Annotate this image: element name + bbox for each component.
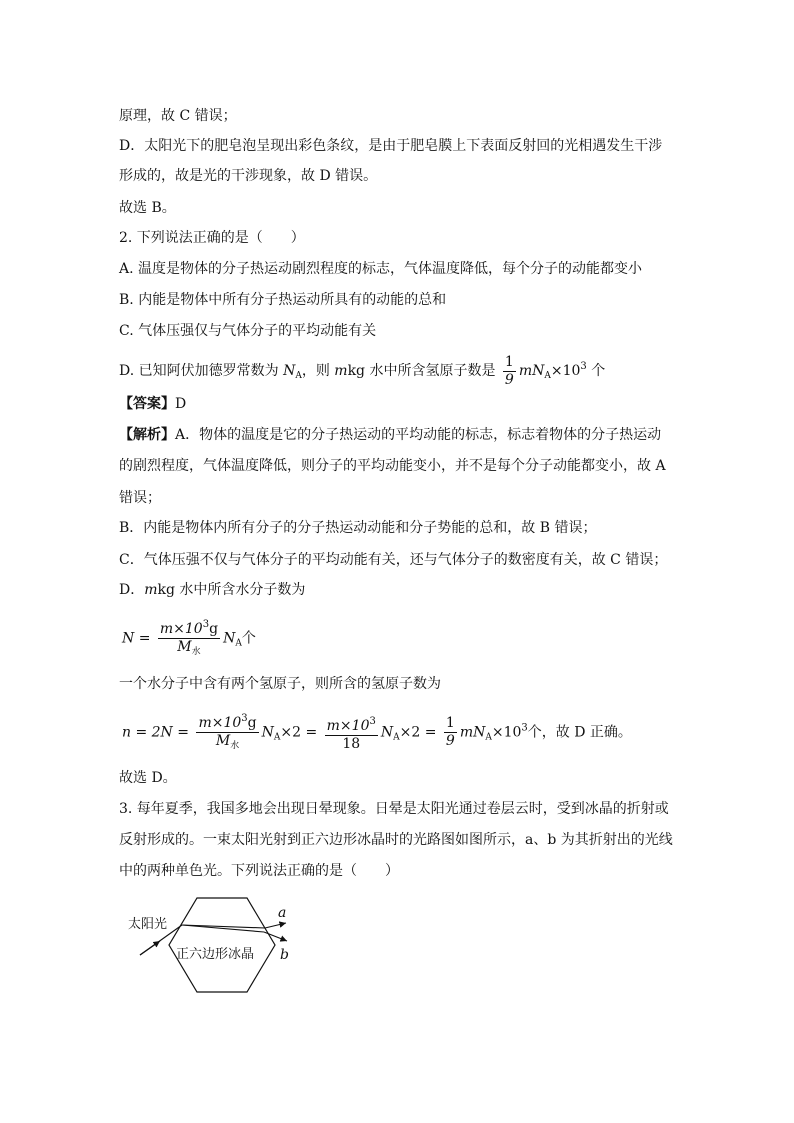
avogadro-symbol: N <box>283 363 296 379</box>
label-crystal: 正六边形冰晶 <box>176 947 255 962</box>
formula2-molar-mass: M <box>215 733 231 749</box>
intro-line-4: 故选 B。 <box>119 200 176 216</box>
formula-denominator <box>158 639 220 661</box>
formula2-water: 水 <box>230 741 240 751</box>
q2-option-d-mid: ，则 <box>301 363 335 379</box>
formula2-avogadro-2: N <box>380 724 394 741</box>
q2-option-b: B. 内能是物体中所有分子热运动所具有的动能的总和 <box>119 292 447 308</box>
formula2-exponent-3: 3 <box>521 722 528 734</box>
incident-arrow <box>140 941 160 955</box>
q2-analysis-line-1 <box>119 425 661 445</box>
gram-unit: g <box>209 621 219 637</box>
molar-mass: M <box>177 639 192 655</box>
formula2-gram: g <box>247 715 257 731</box>
fraction-one-ninth <box>503 354 516 389</box>
formula2-avogadro-3: N <box>473 724 486 741</box>
q2-analysis-line-5: C．气体压强不仅与气体分子的平均动能有关，还与气体分子的数密度有关，故 C 错误； <box>119 552 668 568</box>
q2-analysis-line-2: 的剧烈程度，气体温度降低，则分子的平均动能变小，并不是每个分子动能都变小，故 A <box>119 458 666 474</box>
formula2-times-two-2: ×2 = <box>399 724 437 741</box>
formula2-avogadro-sub-2: A <box>393 732 400 743</box>
hexagon-crystal <box>169 898 275 992</box>
q2-option-d-prefix: D. 已知阿伏加德罗常数为 <box>119 363 284 379</box>
q2-analysis-line-4: B．内能是物体内所有分子的分子热运动动能和分子势能的总和，故 B 错误； <box>119 520 597 536</box>
q2-stem: 2. 下列说法正确的是（ ） <box>119 230 305 246</box>
formula2-lhs: n = 2N = <box>122 724 189 741</box>
answer-label: 【答案】 <box>119 396 175 412</box>
exponent-three: 3 <box>580 361 587 372</box>
q2-option-d-mid2: kg 水中所含氢原子数是 <box>347 363 500 379</box>
formula2-avogadro-sub-1: A <box>273 732 281 743</box>
formula2-avogadro-1: N <box>261 724 274 741</box>
q3-line-2: 反射形成的。一束太阳光射到正六边形冰晶时的光路图如图所示，a、b 为其折射出的光线 <box>119 832 673 848</box>
formula2-conclusion: 个，故 D 正确。 <box>527 724 632 741</box>
avogadro-subscript-2: A <box>544 371 551 381</box>
label-sunlight: 太阳光 <box>128 917 168 932</box>
formula2-mass-times-ten-2: m×10 <box>326 717 370 734</box>
q2-option-c: C. 气体压强仅与气体分子的平均动能有关 <box>119 323 377 339</box>
formula2-exponent-1: 3 <box>241 713 248 724</box>
intro-line-2: D．太阳光下的肥皂泡呈现出彩色条纹，是由于肥皂膜上下表面反射回的光相遇发生干涉 <box>119 138 663 154</box>
analysis-d-text: kg 水中所含水分子数为 <box>157 582 306 598</box>
q2-option-d <box>119 350 605 393</box>
answer-value: D <box>175 396 187 412</box>
fraction-denominator: 9 <box>504 371 514 388</box>
q2-option-a: A. 温度是物体的分子热运动剧烈程度的标志，气体温度降低，每个分子的动能都变小 <box>119 261 643 277</box>
formula2-times-ten: ×10 <box>491 724 522 741</box>
analysis-text-1: A．物体的温度是它的分子热运动的平均动能的标志，标志着物体的分子热运动 <box>175 427 662 443</box>
formula2-denominator-1 <box>196 733 258 755</box>
mass-symbol: m <box>334 363 348 379</box>
formula2-exponent-2: 3 <box>369 715 376 727</box>
formula-numerator <box>158 616 220 639</box>
q3-line-3: 中的两种单色光。下列说法正确的是（ ） <box>119 863 399 879</box>
formula-avogadro: N <box>223 630 236 647</box>
formula2-denominator-3: 9 <box>445 733 455 749</box>
mass-symbol-2: m <box>518 363 533 379</box>
avogadro-symbol-2: N <box>532 363 545 379</box>
avogadro-subscript: A <box>295 371 302 381</box>
formula2-fraction-1 <box>196 710 258 755</box>
intro-line-3: 形成的，故是光的干涉现象，故 D 错误。 <box>119 168 378 184</box>
formula-fraction <box>158 616 220 661</box>
num-exponent: 3 <box>202 619 210 630</box>
formula-unit: 个 <box>241 630 256 647</box>
formula-lhs: N = <box>122 630 151 647</box>
analysis-d-prefix: D． <box>119 582 145 598</box>
formula2-numerator-1 <box>196 710 258 733</box>
formula2-avogadro-sub-3: A <box>485 732 492 743</box>
label-b: b <box>280 947 289 963</box>
formula2-numerator-3: 1 <box>445 715 455 731</box>
water-subscript: 水 <box>191 647 201 657</box>
formula2-mass: m <box>459 724 474 741</box>
q2-answer <box>119 394 186 414</box>
q2-analysis-line-3: 错误； <box>119 490 161 506</box>
q2-choose: 故选 D。 <box>119 770 177 786</box>
formula-avogadro-sub: A <box>235 638 242 649</box>
exit-ray-a <box>265 923 286 928</box>
q2-analysis-line-7: 一个水分子中含有两个氢原子，则所含的氢原子数为 <box>119 676 441 692</box>
ice-crystal-figure <box>120 895 310 1000</box>
times-ten: ×10 <box>550 363 581 379</box>
formula2-fraction-3 <box>444 715 457 750</box>
exit-ray-b <box>264 932 287 941</box>
formula-molecule-count <box>122 616 256 661</box>
formula2-denominator-2: 18 <box>342 735 361 752</box>
formula2-mass-times-ten: m×10 <box>198 715 242 731</box>
intro-line-1: 原理，故 C 错误； <box>119 108 237 124</box>
mass-symbol-3: m <box>144 582 158 598</box>
formula2-numerator-2 <box>325 713 378 736</box>
mass-times-ten: m×10 <box>159 621 203 637</box>
fraction-numerator: 1 <box>504 353 514 370</box>
analysis-label: 【解析】 <box>119 427 175 443</box>
label-a: a <box>278 905 287 921</box>
q3-line-1: 3. 每年夏季，我国多地会出现日晕现象。日晕是太阳光通过卷层云时，受到冰晶的折射或 <box>119 801 669 817</box>
formula2-fraction-2 <box>325 713 378 753</box>
q2-analysis-line-6 <box>119 580 305 600</box>
q2-option-d-suffix: 个 <box>586 363 606 379</box>
formula2-times-two-1: ×2 = <box>280 724 318 741</box>
formula-hydrogen-count <box>122 710 632 755</box>
